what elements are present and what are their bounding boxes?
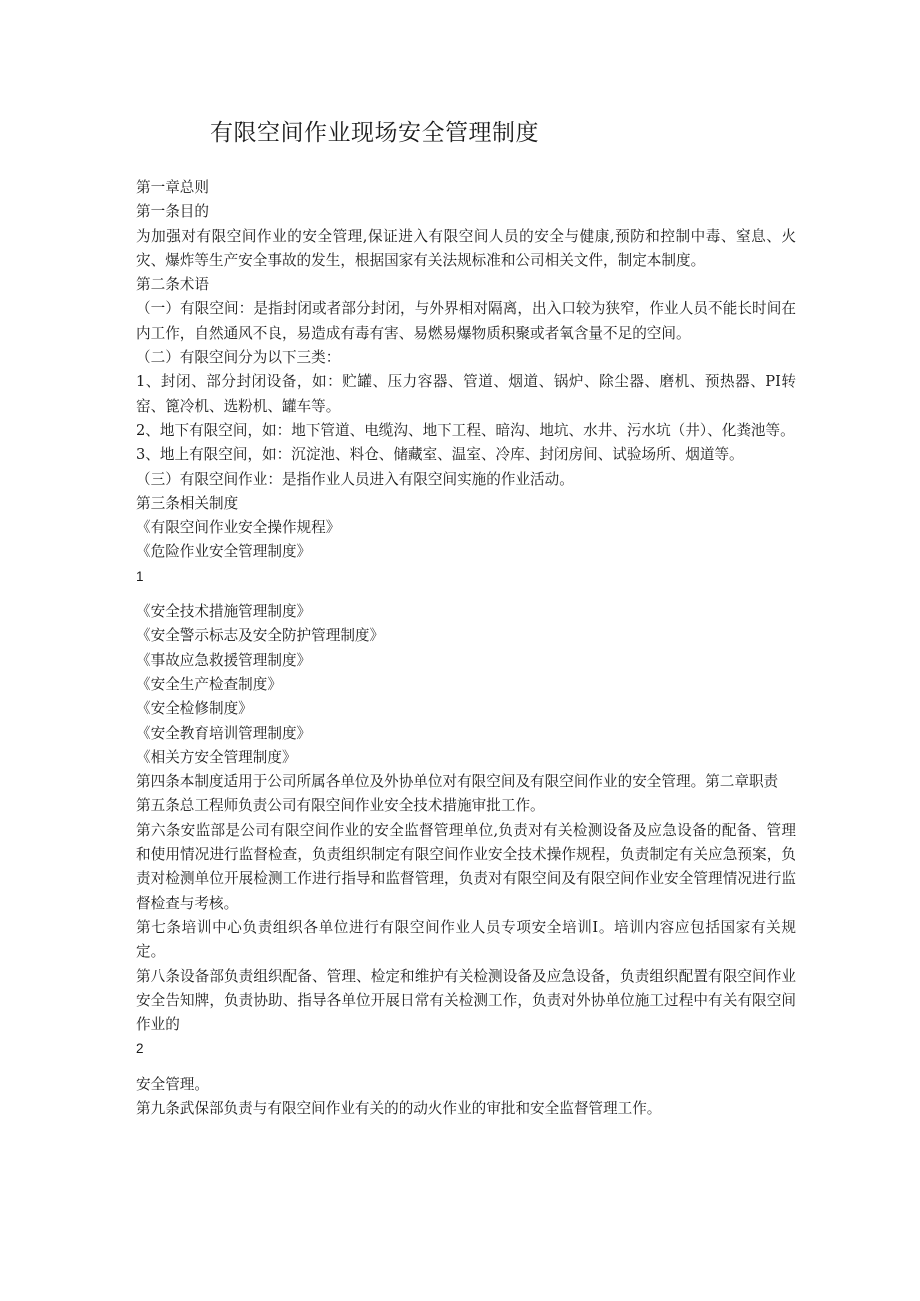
article-heading: 第三条相关制度: [136, 494, 239, 512]
paragraph: 第六条安监部是公司有限空间作业的安全监督管理单位,负责对有关检测设备及应急设备的配备、管理和使用情况进行监督检查，负责组织制定有限空间作业安全技术操作规程，负责制定有关应急预案，负责对检测单位开展检测工作进行指导和监督管理，负责对有限空间及有限空间作业安全管理情况进行监督检查与考核。: [136, 821, 796, 912]
paragraph: 第八条设备部负责组织配备、管理、检定和维护有关检测设备及应急设备，负责组织配置有限空间作业安全告知牌，负责协助、指导各单位开展日常有关检测工作，负责对外协单位施工过程中有关有限空间作业的: [136, 967, 796, 1034]
article-heading: 第一条目的: [136, 203, 209, 221]
document-title: 有限空间作业现场安全管理制度: [210, 120, 539, 146]
document-body: [136, 176, 796, 1121]
regulation-item: 《安全教育培训管理制度》: [136, 724, 312, 742]
paragraph: （二）有限空间分为以下三类：: [136, 349, 341, 367]
paragraph: （一）有限空间：是指封闭或者部分封闭，与外界相对隔离，出入口较为狭窄，作业人员不能长时间在内工作，自然通风不良，易造成有毒有害、易燃易爆物质积聚或者氧含量不足的空间。: [136, 300, 796, 342]
paragraph: 第五条总工程师负责公司有限空间作业安全技术措施审批工作。: [136, 797, 545, 815]
paragraph: 第四条本制度适用于公司所属各单位及外协单位对有限空间及有限空间作业的安全管理。第二章职责: [136, 773, 779, 791]
chapter-heading: 第一章总则: [136, 179, 209, 196]
regulation-item: 《安全生产检查制度》: [136, 675, 282, 693]
page-number: 1: [136, 568, 144, 584]
list-item: 2、地下有限空间，如：地下管道、电缆沟、地下工程、暗沟、地坑、水井、污水坑（井）、化粪池等。: [136, 421, 795, 439]
regulation-item: 《安全技术措施管理制度》: [136, 603, 312, 621]
paragraph: （三）有限空间作业：是指作业人员进入有限空间实施的作业活动。: [136, 470, 574, 488]
regulation-item: 《事故应急救援管理制度》: [136, 651, 312, 669]
regulation-item: 《相关方安全管理制度》: [136, 748, 297, 766]
list-item: 1、封闭、部分封闭设备，如：贮罐、压力容器、管道、烟道、锅炉、除尘器、磨机、预热器、PI转窑、篦冷机、选粉机、罐车等。: [136, 373, 796, 415]
paragraph: 安全管理。: [136, 1075, 209, 1093]
regulation-item: 《危险作业安全管理制度》: [136, 543, 312, 561]
page-number: 2: [136, 1041, 144, 1057]
list-item: 3、地上有限空间，如：沉淀池、料仓、储藏室、温室、冷库、封闭房间、试验场所、烟道等。: [136, 446, 744, 464]
regulation-item: 《有限空间作业安全操作规程》: [136, 519, 341, 537]
regulation-item: 《安全检修制度》: [136, 700, 253, 718]
regulation-item: 《安全警示标志及安全防护管理制度》: [136, 627, 385, 645]
paragraph: 为加强对有限空间作业的安全管理,保证进入有限空间人员的安全与健康,预防和控制中毒、窒息、火灾、爆炸等生产安全事故的发生，根据国家有关法规标准和公司相关文件，制定本制度。: [136, 227, 796, 269]
article-heading: 第二条术语: [136, 276, 209, 294]
paragraph: 第七条培训中心负责组织各单位进行有限空间作业人员专项安全培训I。培训内容应包括国家有关规定。: [136, 918, 796, 961]
paragraph: 第九条武保部负责与有限空间作业有关的的动火作业的审批和安全监督管理工作。: [136, 1099, 662, 1117]
